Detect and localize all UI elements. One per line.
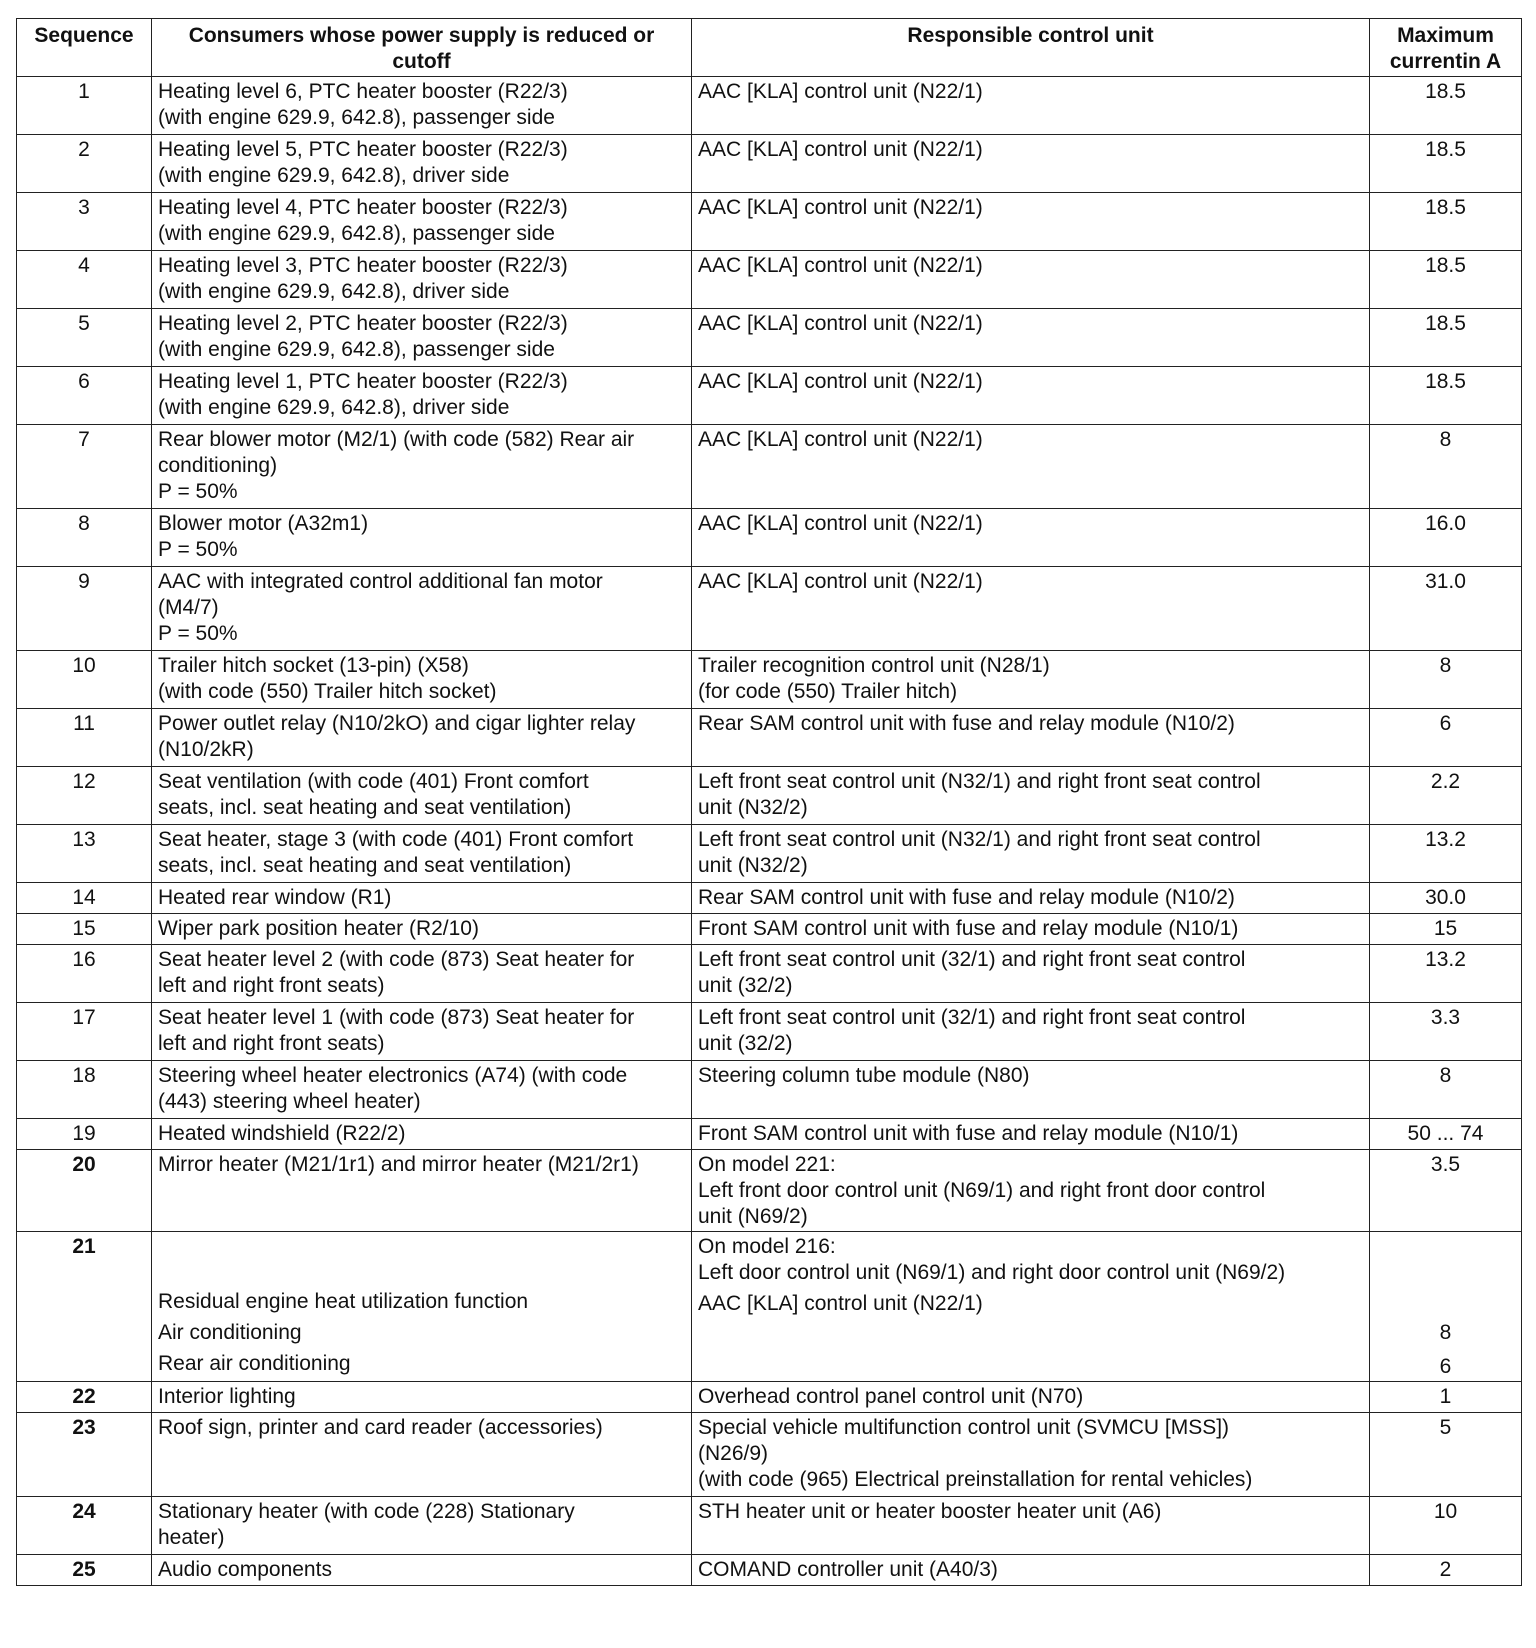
table-body bbox=[17, 77, 1522, 1586]
cell-control-unit bbox=[692, 709, 1370, 767]
cell-max-current bbox=[1370, 651, 1522, 709]
cell-consumer-line: Air conditioning bbox=[158, 1321, 302, 1344]
cell-max-current bbox=[1370, 193, 1522, 251]
cell-sequence: 18 bbox=[17, 1061, 152, 1119]
cell-max-current-line: 5 bbox=[1439, 1416, 1452, 1439]
cell-control-unit-line: Left front door control unit (N69/1) and right front door control bbox=[698, 1179, 1266, 1202]
table-row bbox=[17, 367, 1522, 425]
cell-consumer-line: (M4/7) bbox=[158, 596, 219, 619]
header-control-unit: Responsible control unit bbox=[692, 19, 1370, 77]
cell-control-unit-line: AAC [KLA] control unit (N22/1) bbox=[698, 254, 983, 277]
cell-consumer bbox=[152, 825, 692, 883]
cell-consumer bbox=[152, 309, 692, 367]
cell-max-current bbox=[1370, 825, 1522, 883]
cell-consumer-line: left and right front seats) bbox=[158, 974, 385, 997]
cell-control-unit bbox=[692, 767, 1370, 825]
cell-control-unit bbox=[692, 567, 1370, 651]
cell-consumer-line: heater) bbox=[158, 1526, 225, 1549]
cell-max-current-line: 8 bbox=[1439, 1064, 1452, 1087]
cell-sequence: 13 bbox=[17, 825, 152, 883]
cell-control-unit-line: unit (N69/2) bbox=[698, 1205, 808, 1228]
table-row bbox=[17, 1003, 1522, 1061]
cell-max-current-line: 2 bbox=[1439, 1558, 1452, 1581]
cell-consumer bbox=[152, 1497, 692, 1555]
cell-control-unit-line: unit (32/2) bbox=[698, 974, 793, 997]
cell-consumer bbox=[152, 367, 692, 425]
cell-consumer-line: Residual engine heat utilization function bbox=[158, 1290, 529, 1313]
cell-control-unit bbox=[692, 251, 1370, 309]
cell-sequence: 17 bbox=[17, 1003, 152, 1061]
cell-consumer-line: Seat heater level 1 (with code (873) Seat heater for bbox=[158, 1006, 635, 1029]
cell-sequence: 11 bbox=[17, 709, 152, 767]
cell-control-unit-line: COMAND controller unit (A40/3) bbox=[698, 1558, 998, 1581]
cell-control-unit-line: Rear SAM control unit with fuse and relay module (N10/2) bbox=[698, 712, 1235, 735]
cell-consumer bbox=[152, 914, 692, 945]
cell-max-current bbox=[1370, 1497, 1522, 1555]
cell-consumer-line: Seat heater level 2 (with code (873) Seat heater for bbox=[158, 948, 635, 971]
cell-sequence: 6 bbox=[17, 367, 152, 425]
cell-control-unit-line: unit (N32/2) bbox=[698, 854, 808, 877]
cell-sequence: 14 bbox=[17, 883, 152, 914]
table-row bbox=[17, 1150, 1522, 1232]
cell-consumer bbox=[152, 1003, 692, 1061]
cell-max-current bbox=[1370, 309, 1522, 367]
cell-consumer bbox=[152, 251, 692, 309]
cell-consumer bbox=[152, 1382, 692, 1413]
cell-max-current-line: 13.2 bbox=[1425, 828, 1466, 851]
cell-consumer bbox=[152, 425, 692, 509]
cell-control-unit-line: On model 221: bbox=[698, 1153, 836, 1176]
cell-consumer-line: Seat heater, stage 3 (with code (401) Front comfort bbox=[158, 828, 634, 851]
cell-consumer bbox=[152, 1555, 692, 1586]
cell-control-unit bbox=[692, 1150, 1370, 1232]
cell-consumer-line: AAC with integrated control additional fan motor bbox=[158, 570, 603, 593]
cell-control-unit-line: Rear SAM control unit with fuse and relay module (N10/2) bbox=[698, 886, 1235, 909]
cell-max-current bbox=[1370, 945, 1522, 1003]
table-row bbox=[17, 767, 1522, 825]
cell-max-current bbox=[1370, 1061, 1522, 1119]
cell-consumer bbox=[152, 1413, 692, 1497]
cell-max-current bbox=[1370, 1555, 1522, 1586]
cell-control-unit bbox=[692, 425, 1370, 509]
table-row bbox=[17, 1413, 1522, 1497]
cell-sequence: 4 bbox=[17, 251, 152, 309]
cell-consumer-line: (with engine 629.9, 642.8), passenger side bbox=[158, 338, 555, 361]
table-row bbox=[17, 309, 1522, 367]
cell-consumer bbox=[152, 767, 692, 825]
table-row bbox=[17, 1555, 1522, 1586]
cell-control-unit-line: Special vehicle multifunction control unit (SVMCU [MSS]) bbox=[698, 1416, 1230, 1439]
cell-control-unit-line: AAC [KLA] control unit (N22/1) bbox=[698, 370, 983, 393]
table-row bbox=[17, 825, 1522, 883]
cell-sequence: 8 bbox=[17, 509, 152, 567]
cell-max-current-line: 3.5 bbox=[1430, 1153, 1461, 1176]
cell-control-unit bbox=[692, 1119, 1370, 1150]
power-consumers-table bbox=[16, 18, 1522, 1586]
cell-consumer-line: seats, incl. seat heating and seat ventilation) bbox=[158, 854, 572, 877]
cell-sequence: 16 bbox=[17, 945, 152, 1003]
cell-control-unit bbox=[692, 77, 1370, 135]
cell-control-unit-line: (N26/9) bbox=[698, 1442, 769, 1465]
cell-control-unit-line: Front SAM control unit with fuse and relay module (N10/1) bbox=[698, 1122, 1239, 1145]
cell-consumer bbox=[152, 1232, 692, 1382]
cell-control-unit-line: (for code (550) Trailer hitch) bbox=[698, 680, 958, 703]
cell-control-unit bbox=[692, 1061, 1370, 1119]
cell-max-current-line: 15 bbox=[1433, 917, 1458, 940]
header-consumers: Consumers whose power supply is reduced or cutoff bbox=[152, 19, 692, 77]
cell-control-unit-line: On model 216: bbox=[698, 1235, 836, 1258]
cell-sequence: 1 bbox=[17, 77, 152, 135]
cell-consumer-line: (with engine 629.9, 642.8), driver side bbox=[158, 164, 510, 187]
cell-consumer-line: (with engine 629.9, 642.8), passenger side bbox=[158, 106, 555, 129]
cell-consumer-line: seats, incl. seat heating and seat ventilation) bbox=[158, 796, 572, 819]
cell-sequence: 21 bbox=[17, 1232, 152, 1382]
cell-max-current-line: 18.5 bbox=[1425, 370, 1466, 393]
cell-max-current bbox=[1370, 1003, 1522, 1061]
cell-consumer-line: P = 50% bbox=[158, 480, 238, 503]
cell-max-current-line: 10 bbox=[1433, 1500, 1458, 1523]
table-row bbox=[17, 193, 1522, 251]
cell-consumer-line: conditioning) bbox=[158, 454, 278, 477]
cell-max-current-line: 30.0 bbox=[1425, 886, 1466, 909]
cell-control-unit bbox=[692, 825, 1370, 883]
cell-max-current bbox=[1370, 1150, 1522, 1232]
cell-consumer-line: Power outlet relay (N10/2kO) and cigar lighter relay bbox=[158, 712, 636, 735]
cell-control-unit-line: Steering column tube module (N80) bbox=[698, 1064, 1030, 1087]
cell-consumer-line: (with engine 629.9, 642.8), driver side bbox=[158, 396, 510, 419]
cell-consumer-line: Trailer hitch socket (13-pin) (X58) bbox=[158, 654, 469, 677]
cell-sequence: 15 bbox=[17, 914, 152, 945]
table-row bbox=[17, 509, 1522, 567]
cell-max-current bbox=[1370, 1119, 1522, 1150]
cell-consumer-line: (with engine 629.9, 642.8), passenger side bbox=[158, 222, 555, 245]
cell-max-current-line: 1 bbox=[1439, 1385, 1452, 1408]
cell-control-unit-line: Left front seat control unit (N32/1) and right front seat control bbox=[698, 770, 1261, 793]
cell-control-unit bbox=[692, 1497, 1370, 1555]
cell-control-unit-line: unit (32/2) bbox=[698, 1032, 793, 1055]
cell-consumer-line: Heated windshield (R22/2) bbox=[158, 1122, 406, 1145]
cell-max-current-line: 8 bbox=[1439, 654, 1452, 677]
cell-max-current-line: 18.5 bbox=[1425, 312, 1466, 335]
cell-sequence: 19 bbox=[17, 1119, 152, 1150]
cell-sequence: 25 bbox=[17, 1555, 152, 1586]
cell-control-unit bbox=[692, 945, 1370, 1003]
cell-consumer-line: Heating level 5, PTC heater booster (R22/3) bbox=[158, 138, 568, 161]
cell-max-current bbox=[1370, 567, 1522, 651]
cell-max-current bbox=[1370, 914, 1522, 945]
cell-max-current bbox=[1370, 509, 1522, 567]
cell-control-unit bbox=[692, 509, 1370, 567]
cell-max-current-line: 2.2 bbox=[1430, 770, 1461, 793]
header-max-current: Maximum currentin A bbox=[1370, 19, 1522, 77]
table-row bbox=[17, 1232, 1522, 1382]
cell-consumer-line: Heated rear window (R1) bbox=[158, 886, 392, 909]
cell-consumer-line: (with engine 629.9, 642.8), driver side bbox=[158, 280, 510, 303]
cell-consumer-line: (with code (550) Trailer hitch socket) bbox=[158, 680, 497, 703]
cell-consumer-line: Heating level 3, PTC heater booster (R22/3) bbox=[158, 254, 568, 277]
cell-max-current bbox=[1370, 367, 1522, 425]
cell-consumer bbox=[152, 509, 692, 567]
cell-consumer bbox=[152, 1150, 692, 1232]
cell-max-current-line: 13.2 bbox=[1425, 948, 1466, 971]
cell-max-current-line: 16.0 bbox=[1425, 512, 1466, 535]
cell-max-current-line: 3.3 bbox=[1430, 1006, 1461, 1029]
table-row bbox=[17, 1119, 1522, 1150]
cell-control-unit-line: AAC [KLA] control unit (N22/1) bbox=[698, 138, 983, 161]
cell-max-current-line: 6 bbox=[1439, 1355, 1452, 1378]
cell-consumer-line: Wiper park position heater (R2/10) bbox=[158, 917, 479, 940]
cell-sequence: 10 bbox=[17, 651, 152, 709]
cell-consumer bbox=[152, 651, 692, 709]
cell-control-unit bbox=[692, 883, 1370, 914]
cell-max-current-line: 18.5 bbox=[1425, 254, 1466, 277]
table-row bbox=[17, 251, 1522, 309]
cell-consumer-line: P = 50% bbox=[158, 538, 238, 561]
cell-sequence: 3 bbox=[17, 193, 152, 251]
cell-control-unit-line: AAC [KLA] control unit (N22/1) bbox=[698, 312, 983, 335]
cell-max-current bbox=[1370, 709, 1522, 767]
cell-control-unit bbox=[692, 309, 1370, 367]
cell-consumer-line: Heating level 6, PTC heater booster (R22/3) bbox=[158, 80, 568, 103]
cell-sequence: 12 bbox=[17, 767, 152, 825]
cell-sequence: 2 bbox=[17, 135, 152, 193]
cell-consumer bbox=[152, 709, 692, 767]
cell-control-unit bbox=[692, 1413, 1370, 1497]
cell-max-current bbox=[1370, 767, 1522, 825]
cell-sequence: 24 bbox=[17, 1497, 152, 1555]
cell-consumer-line: Seat ventilation (with code (401) Front comfort bbox=[158, 770, 589, 793]
cell-control-unit-line: Front SAM control unit with fuse and relay module (N10/1) bbox=[698, 917, 1239, 940]
cell-max-current-line: 18.5 bbox=[1425, 138, 1466, 161]
cell-max-current-line: 31.0 bbox=[1425, 570, 1466, 593]
table-row bbox=[17, 1497, 1522, 1555]
table-header-row bbox=[17, 19, 1522, 77]
cell-max-current bbox=[1370, 1232, 1522, 1382]
cell-consumer bbox=[152, 1119, 692, 1150]
cell-control-unit-line: Left front seat control unit (N32/1) and right front seat control bbox=[698, 828, 1261, 851]
table-row bbox=[17, 135, 1522, 193]
cell-consumer-line: P = 50% bbox=[158, 622, 238, 645]
cell-max-current bbox=[1370, 77, 1522, 135]
cell-max-current bbox=[1370, 251, 1522, 309]
cell-max-current-line: 18.5 bbox=[1425, 196, 1466, 219]
cell-sequence: 7 bbox=[17, 425, 152, 509]
table-row bbox=[17, 945, 1522, 1003]
cell-sequence: 9 bbox=[17, 567, 152, 651]
cell-consumer-line: Blower motor (A32m1) bbox=[158, 512, 369, 535]
cell-consumer bbox=[152, 1061, 692, 1119]
cell-control-unit-line: AAC [KLA] control unit (N22/1) bbox=[698, 570, 983, 593]
table-row bbox=[17, 651, 1522, 709]
cell-control-unit-line: AAC [KLA] control unit (N22/1) bbox=[698, 1292, 983, 1315]
cell-max-current-line: 50 ... 74 bbox=[1407, 1122, 1484, 1145]
cell-control-unit-line: AAC [KLA] control unit (N22/1) bbox=[698, 80, 983, 103]
cell-sequence: 22 bbox=[17, 1382, 152, 1413]
cell-max-current bbox=[1370, 1382, 1522, 1413]
cell-control-unit bbox=[692, 367, 1370, 425]
table-row bbox=[17, 567, 1522, 651]
cell-control-unit-line: Left door control unit (N69/1) and right door control unit (N69/2) bbox=[698, 1261, 1286, 1284]
cell-control-unit bbox=[692, 1232, 1370, 1382]
cell-max-current-line: 6 bbox=[1439, 712, 1452, 735]
cell-control-unit-line: AAC [KLA] control unit (N22/1) bbox=[698, 428, 983, 451]
cell-consumer-line: Heating level 2, PTC heater booster (R22/3) bbox=[158, 312, 568, 335]
cell-sequence: 23 bbox=[17, 1413, 152, 1497]
cell-sequence: 5 bbox=[17, 309, 152, 367]
cell-consumer-line: Heating level 1, PTC heater booster (R22/3) bbox=[158, 370, 568, 393]
cell-consumer-line: Stationary heater (with code (228) Stationary bbox=[158, 1500, 575, 1523]
cell-control-unit-line: (with code (965) Electrical preinstallation for rental vehicles) bbox=[698, 1468, 1253, 1491]
cell-control-unit-line: Overhead control panel control unit (N70) bbox=[698, 1385, 1084, 1408]
cell-consumer-line: Heating level 4, PTC heater booster (R22/3) bbox=[158, 196, 568, 219]
cell-control-unit-line: AAC [KLA] control unit (N22/1) bbox=[698, 512, 983, 535]
cell-control-unit-line: Trailer recognition control unit (N28/1) bbox=[698, 654, 1050, 677]
cell-consumer-line: Mirror heater (M21/1r1) and mirror heater (M21/2r1) bbox=[158, 1153, 639, 1176]
table-row bbox=[17, 1061, 1522, 1119]
cell-max-current bbox=[1370, 883, 1522, 914]
cell-consumer bbox=[152, 135, 692, 193]
cell-consumer-line: Rear air conditioning bbox=[158, 1352, 351, 1375]
cell-control-unit-line: Left front seat control unit (32/1) and right front seat control bbox=[698, 948, 1246, 971]
cell-consumer bbox=[152, 77, 692, 135]
table-row bbox=[17, 914, 1522, 945]
cell-control-unit bbox=[692, 1382, 1370, 1413]
cell-control-unit bbox=[692, 1003, 1370, 1061]
cell-consumer-line: left and right front seats) bbox=[158, 1032, 385, 1055]
cell-max-current-line: 8 bbox=[1439, 428, 1452, 451]
cell-consumer-line: Roof sign, printer and card reader (accessories) bbox=[158, 1416, 603, 1439]
cell-consumer-line: Audio components bbox=[158, 1558, 332, 1581]
table-row bbox=[17, 883, 1522, 914]
cell-max-current bbox=[1370, 1413, 1522, 1497]
cell-control-unit bbox=[692, 193, 1370, 251]
cell-max-current bbox=[1370, 425, 1522, 509]
cell-consumer-line: Interior lighting bbox=[158, 1385, 296, 1408]
cell-control-unit-line: Left front seat control unit (32/1) and right front seat control bbox=[698, 1006, 1246, 1029]
cell-consumer bbox=[152, 193, 692, 251]
cell-consumer bbox=[152, 945, 692, 1003]
cell-consumer-line: (443) steering wheel heater) bbox=[158, 1090, 421, 1113]
cell-max-current-line: 8 bbox=[1439, 1321, 1452, 1344]
table-row bbox=[17, 425, 1522, 509]
cell-control-unit bbox=[692, 914, 1370, 945]
cell-consumer bbox=[152, 567, 692, 651]
cell-consumer-line: (N10/2kR) bbox=[158, 738, 254, 761]
document-page bbox=[16, 18, 1521, 1586]
cell-control-unit-line: unit (N32/2) bbox=[698, 796, 808, 819]
cell-max-current-line: 18.5 bbox=[1425, 80, 1466, 103]
cell-control-unit-line: STH heater unit or heater booster heater unit (A6) bbox=[698, 1500, 1162, 1523]
cell-control-unit bbox=[692, 135, 1370, 193]
cell-control-unit bbox=[692, 651, 1370, 709]
table-row bbox=[17, 709, 1522, 767]
table-row bbox=[17, 1382, 1522, 1413]
table-row bbox=[17, 77, 1522, 135]
cell-consumer bbox=[152, 883, 692, 914]
header-sequence: Sequence bbox=[17, 19, 152, 77]
cell-sequence: 20 bbox=[17, 1150, 152, 1232]
cell-control-unit bbox=[692, 1555, 1370, 1586]
cell-consumer-line: Steering wheel heater electronics (A74) (with code bbox=[158, 1064, 628, 1087]
cell-max-current bbox=[1370, 135, 1522, 193]
cell-control-unit-line: AAC [KLA] control unit (N22/1) bbox=[698, 196, 983, 219]
cell-consumer-line: Rear blower motor (M2/1) (with code (582) Rear air bbox=[158, 428, 635, 451]
